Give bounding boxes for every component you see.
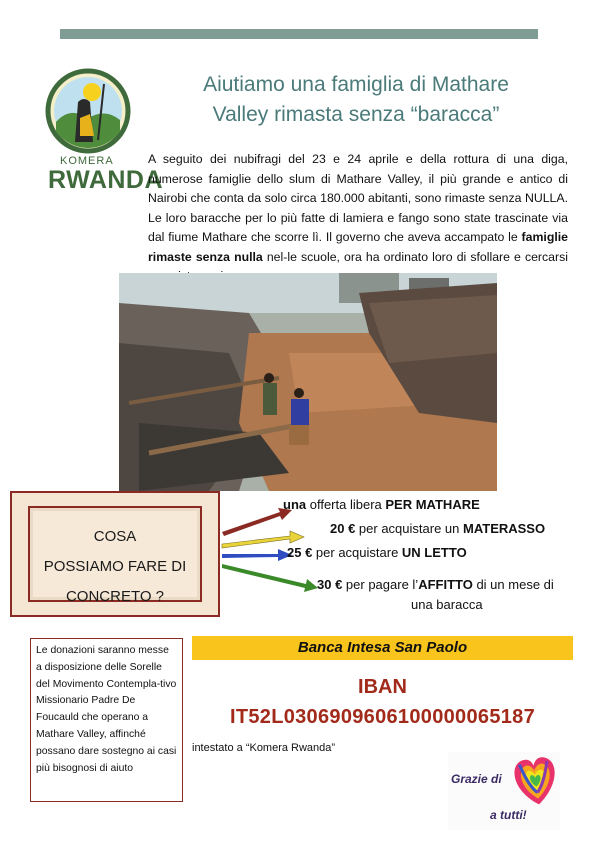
intro-text-bold: famiglie rimaste senza nulla <box>148 230 568 264</box>
option-3-prefix: 25 € <box>287 545 313 560</box>
logo-text-rwanda: RWANDA <box>48 166 164 194</box>
iban-label: IBAN <box>358 676 407 698</box>
flood-photo <box>119 273 497 491</box>
question-text <box>30 522 200 612</box>
option-2-prefix: 20 € <box>330 521 356 536</box>
title-line-1: Aiutiamo una famiglia di Mathare <box>203 73 509 96</box>
intro-text-part-2: nel-le scuole, ora ha ordinato loro di sfollare e cercarsi <box>266 249 568 264</box>
option-1-bold: PER MATHARE <box>385 497 480 512</box>
intro-paragraph <box>148 150 568 287</box>
account-holder: intestato a “Komera Rwanda” <box>192 742 336 754</box>
question-line-1: COSA <box>93 528 137 545</box>
option-4-text: per pagare l’ <box>342 577 419 592</box>
arrow-blue <box>222 549 292 561</box>
top-divider-bar <box>60 29 538 39</box>
question-line-3: CONCRETO ? <box>65 588 165 605</box>
arrow-green <box>222 564 318 592</box>
question-frame <box>10 491 220 617</box>
option-4-prefix: 30 € <box>317 577 343 592</box>
iban-number: IT52L0306909606100000065187 <box>229 706 536 728</box>
option-1-prefix: una <box>283 497 307 512</box>
option-2 <box>330 521 545 536</box>
donation-note: Le donazioni saranno messe a disposizione delle Sorelle del Movimento Contempla-tivo Missionario Padre De Foucauld che operano a Mathare Valley, affinché possano dare sostegno ai casi più bisognosi di aiuto <box>30 638 183 802</box>
option-3-bold: UN LETTO <box>401 545 467 560</box>
option-4-line-2: una baracca <box>411 597 483 612</box>
page-title <box>150 70 562 130</box>
arrow-red <box>222 508 292 536</box>
thanks-text-1: Grazie di <box>451 772 502 786</box>
option-4-suffix: di un mese di <box>472 577 554 592</box>
option-4-bold: AFFITTO <box>418 577 473 592</box>
title-line-2: Valley rimasta senza “baracca” <box>212 103 500 126</box>
option-1 <box>283 497 480 512</box>
option-1-text: offerta libera <box>306 497 386 512</box>
question-inner-frame <box>28 506 202 605</box>
option-2-text: per acquistare un <box>355 521 463 536</box>
option-4 <box>317 577 554 592</box>
option-3 <box>287 545 467 560</box>
question-line-2: POSSIAMO FARE DI <box>43 558 187 575</box>
thanks-text-2: a tutti! <box>490 808 527 822</box>
option-3-text: per acquistare <box>312 545 402 560</box>
option-2-bold: MATERASSO <box>463 521 546 536</box>
intro-text-part-1: A seguito dei nubifragi del 23 e 24 aprile e della rottura di una diga, numerose famiglie dello slum di Mathare Valley, il più grande e antico di Nairobi che conta da solo circa 180.000 abitanti, sono rimaste senza NULLA. Le loro baracche per lo più fatte di lamiera e fango sono state trascinate via dal fiume Mathare che scorre lì. Il governo che aveva accampato le <box>148 152 568 244</box>
logo-text-komera: KOMERA <box>60 155 114 167</box>
bank-name-bar: Banca Intesa San Paolo <box>192 636 573 660</box>
